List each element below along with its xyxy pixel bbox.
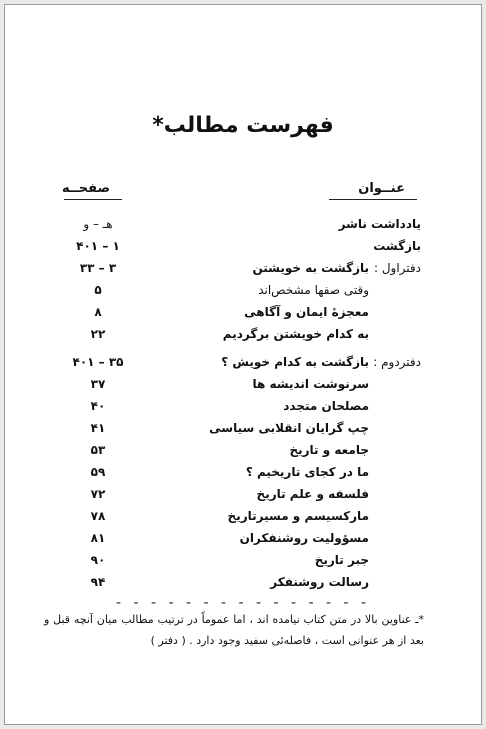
toc-entry-page: ۷۸ (90, 509, 106, 523)
toc-entry-title: سرنوشت اندیشه ها (252, 377, 369, 391)
toc-entry-page: ۸ (94, 305, 102, 319)
document-page (4, 4, 482, 725)
footnote: *ـ عناوین بالا در متن کتاب نیامده اند ، اما عموماً در ترتیب مطالب میان آنچه قبل و بعد از هر عنوانی است ، فاصله‌ئی سفید وجود دارد . ( دفتر ) (44, 613, 424, 647)
toc-entry-page: ۱ – ۴۰۱ (76, 239, 120, 253)
toc-entry-page: ۳۵ – ۴۰۱ (72, 355, 124, 369)
toc-entry-title: جامعه و تاریخ (289, 443, 369, 457)
toc-entry-page: ۳۷ (90, 377, 106, 391)
toc-row (5, 483, 481, 505)
page-column-header: صفحــه (62, 181, 111, 196)
toc-entry-title: بازگشت به کدام خویش ؟ (221, 355, 369, 369)
toc-row (5, 301, 481, 323)
toc-entry-title: بازگشت (373, 239, 421, 253)
toc-entry-title: به کدام خویشتن برگردیم (222, 327, 369, 341)
toc-entry-page: ۳ – ۳۳ (79, 261, 117, 275)
toc-entry-title: ما در کجای تاریخیم ؟ (245, 465, 369, 479)
title-header-underline (329, 199, 417, 200)
toc-entry-page: ۷۲ (90, 487, 106, 501)
toc-entry-page: ۴۱ (90, 421, 106, 435)
toc-entry-title: رسالت روشنفکر (270, 575, 369, 589)
toc-row (5, 373, 481, 395)
toc-row (5, 351, 481, 373)
toc-row (5, 549, 481, 571)
toc-entry-title: مسؤولیت روشنفکران (239, 531, 369, 545)
section-label: دفتراول : (373, 261, 421, 275)
toc-entry-title: فلسفه و علم تاریخ (256, 487, 369, 501)
toc-entry-page: ۵ (94, 283, 102, 297)
toc-entry-page: ۲۲ (90, 327, 106, 341)
page-title: فهرست مطالب* (152, 113, 334, 138)
toc-entry-title: جبر تاریخ (314, 553, 369, 567)
toc-row (5, 417, 481, 439)
toc-row (5, 571, 481, 593)
toc-row (5, 439, 481, 461)
toc-entry-page: ۸۱ (90, 531, 106, 545)
toc-row (5, 505, 481, 527)
toc-row (5, 323, 481, 345)
toc-entry-title: یادداشت ناشر (338, 217, 421, 231)
toc-row (5, 235, 481, 257)
toc-row (5, 279, 481, 301)
toc-entry-page: ۵۳ (90, 443, 106, 457)
toc-entry-page: ۹۰ (90, 553, 106, 567)
toc-entry-page: هـ – و (83, 217, 113, 231)
toc-entry-title: مصلحان متجدد (283, 399, 369, 413)
page-header-underline (64, 199, 122, 200)
title-column-header: عنــوان (358, 181, 405, 196)
toc-row (5, 213, 481, 235)
toc-row (5, 395, 481, 417)
toc-entry-title: معجزهٔ ایمان و آگاهی (244, 305, 369, 319)
toc-row (5, 257, 481, 279)
toc-entry-title: بازگشت به خویشتن (252, 261, 369, 275)
toc-entry-title: وقتی صفها مشخص‌اند (258, 283, 369, 297)
toc-entry-title: مارکسیسم و مسیرتاریخ (227, 509, 369, 523)
toc-row (5, 527, 481, 549)
toc-entry-title: چپ گرایان انقلابی سیاسی (209, 421, 369, 435)
toc-entry-page: ۹۴ (90, 575, 106, 589)
footnote-divider: - - - - - - - - - - - - - - - (115, 595, 371, 611)
toc-row (5, 461, 481, 483)
toc-entry-page: ۵۹ (90, 465, 106, 479)
section-label: دفتردوم : (373, 355, 421, 369)
toc-entry-page: ۴۰ (90, 399, 106, 413)
